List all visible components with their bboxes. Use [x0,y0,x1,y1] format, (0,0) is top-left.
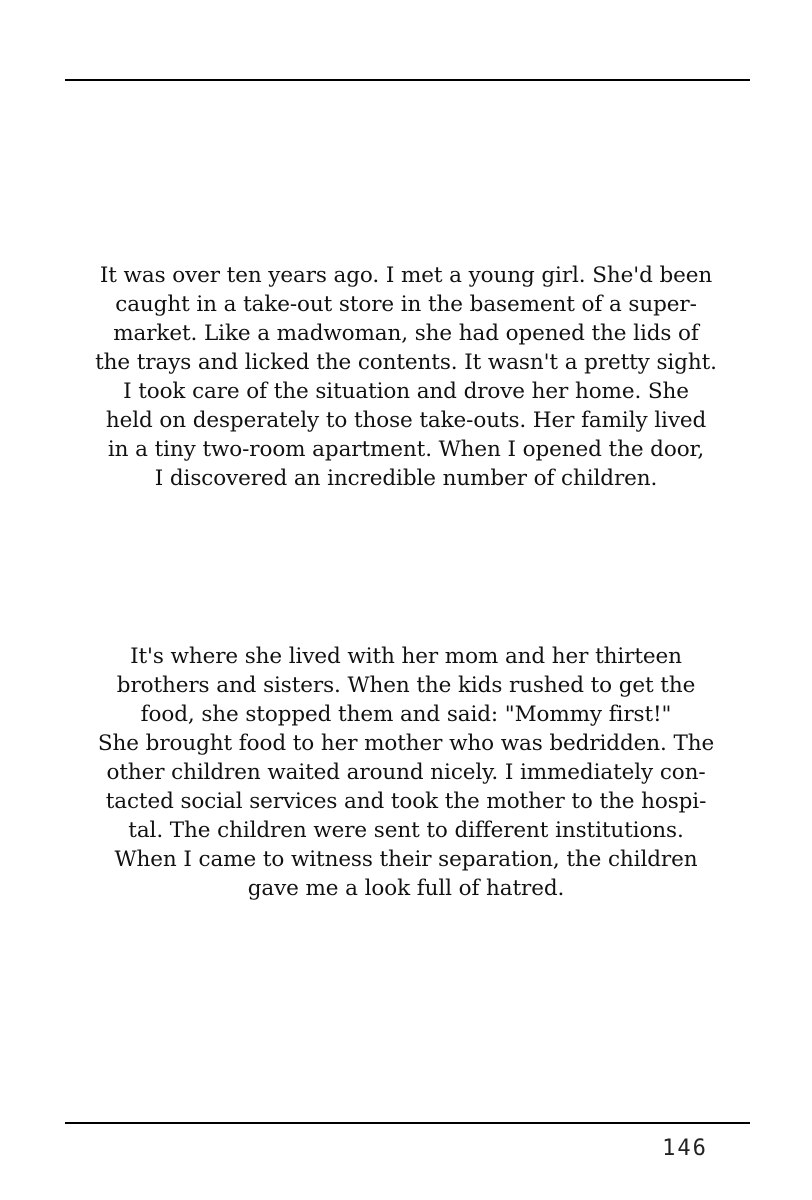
paragraph-line: brothers and sisters. When the kids rushed to get the [116,673,696,698]
paragraph-line: market. Like a madwoman, she had opened the lids of [113,321,699,346]
paragraph-line: When I came to witness their separation, the children [114,847,698,872]
paragraph-line: I discovered an incredible number of children. [154,466,658,491]
paragraph-line: It's where she lived with her mom and her thirteen [130,644,682,669]
top-rule [65,79,750,81]
paragraph-line: She brought food to her mother who was bedridden. The [97,731,715,756]
paragraph-line: tal. The children were sent to different institutions. [128,818,684,843]
paragraph-line: tacted social services and took the mother to the hospi- [105,789,707,814]
paragraph-line: It was over ten years ago. I met a young girl. She'd been [99,263,713,288]
paragraph-1 [70,261,742,493]
bottom-rule [65,1122,750,1124]
paragraph-line: gave me a look full of hatred. [247,876,565,901]
paragraph-line: other children waited around nicely. I immediately con- [106,760,706,785]
paragraph-line: caught in a take-out store in the basement of a super- [115,292,697,317]
paragraph-line: the trays and licked the contents. It wasn't a pretty sight. [95,350,717,375]
paragraph-line: food, she stopped them and said: "Mommy first!" [140,702,672,727]
paragraph-line: I took care of the situation and drove her home. She [123,379,689,404]
paragraph-2 [70,642,742,903]
paragraph-line: held on desperately to those take-outs. Her family lived [105,408,707,433]
paragraph-line: in a tiny two-room apartment. When I opened the door, [107,437,705,462]
page-number: 146 [662,1136,708,1161]
